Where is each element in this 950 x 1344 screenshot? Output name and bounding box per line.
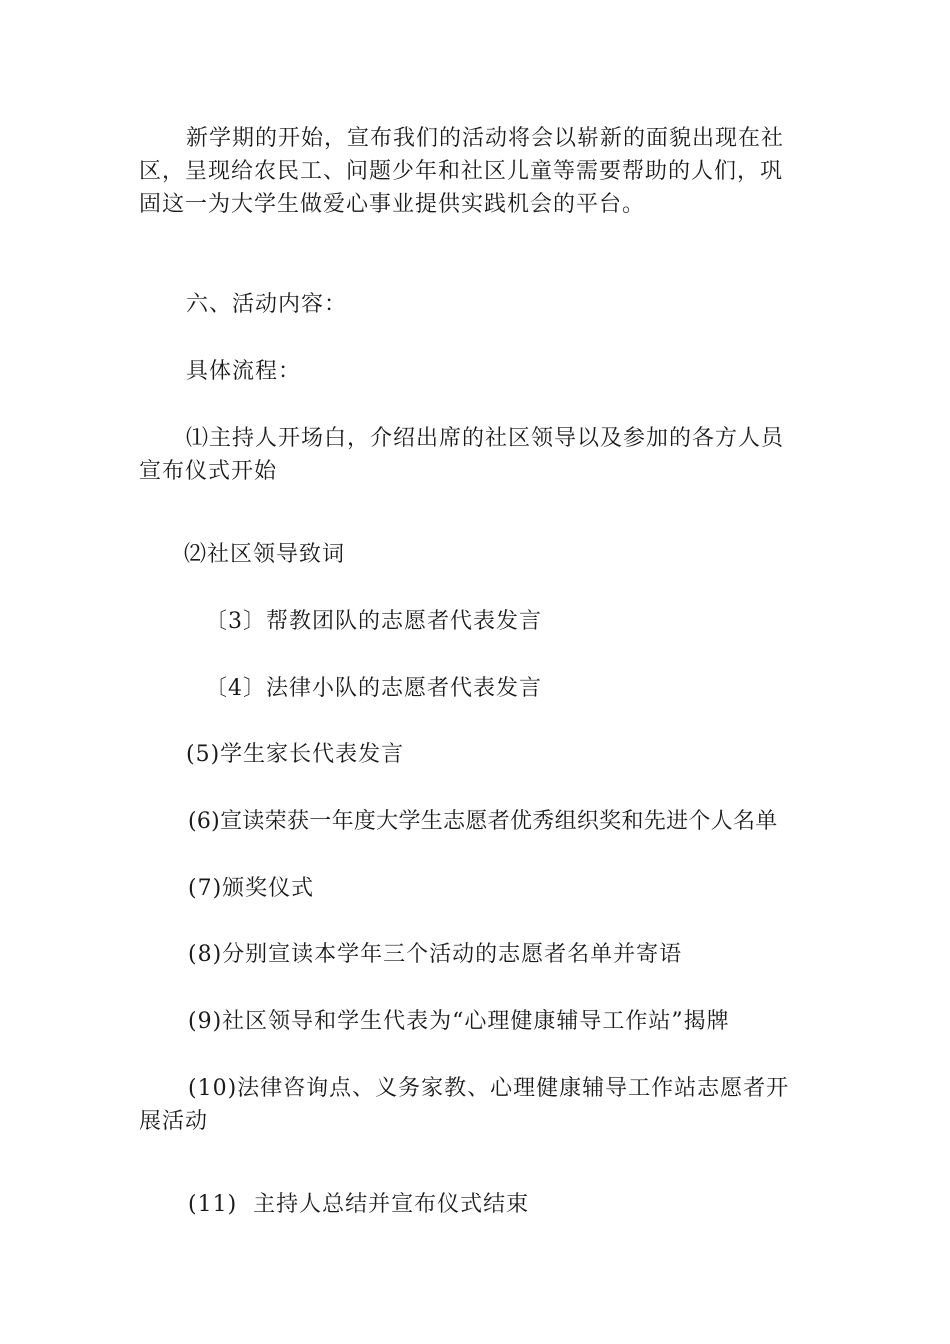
text-line: ⑵社区领导致词	[184, 542, 346, 567]
step-1	[139, 422, 819, 488]
text-line: 〔3〕帮教团队的志愿者代表发言	[205, 609, 542, 634]
step-3	[139, 605, 819, 638]
text-line: (6)宣读荣获一年度大学生志愿者优秀组织奖和先进个人名单	[188, 809, 778, 834]
text-line: (5)学生家长代表发言	[186, 742, 405, 767]
text-line: 宣布仪式开始	[139, 459, 278, 484]
text-line: (10)法律咨询点、义务家教、心理健康辅导工作站志愿者开	[188, 1076, 790, 1101]
step-8	[139, 938, 819, 971]
step-2	[139, 538, 819, 571]
text-line: ⑴主持人开场白，介绍出席的社区领导以及参加的各方人员	[186, 426, 785, 451]
text-line: 六、活动内容：	[186, 292, 348, 317]
step-10	[139, 1072, 819, 1138]
step-9	[139, 1005, 819, 1038]
section-heading	[139, 288, 819, 321]
text-line: (9)社区领导和学生代表为“心理健康辅导工作站”揭牌	[188, 1009, 730, 1034]
step-4	[139, 672, 819, 705]
step-11	[139, 1188, 819, 1221]
text-line: 具体流程：	[186, 359, 302, 384]
sub-heading	[139, 355, 819, 388]
text-line: (7)颁奖仪式	[188, 876, 315, 901]
text-line: (11) 主持人总结并宣布仪式结束	[188, 1192, 530, 1217]
paragraph-intro	[139, 122, 819, 221]
text-line: 新学期的开始，宣布我们的活动将会以崭新的面貌出现在社	[186, 126, 785, 151]
step-5	[139, 738, 819, 771]
step-7	[139, 872, 819, 905]
text-line: (8)分别宣读本学年三个活动的志愿者名单并寄语	[188, 942, 683, 967]
text-line: 区，呈现给农民工、问题少年和社区儿童等需要帮助的人们，巩	[139, 159, 784, 184]
text-line: 固这一为大学生做爱心事业提供实践机会的平台。	[139, 192, 646, 217]
step-6	[139, 805, 819, 838]
text-line: 展活动	[139, 1109, 209, 1134]
text-line: 〔4〕法律小队的志愿者代表发言	[205, 676, 542, 701]
